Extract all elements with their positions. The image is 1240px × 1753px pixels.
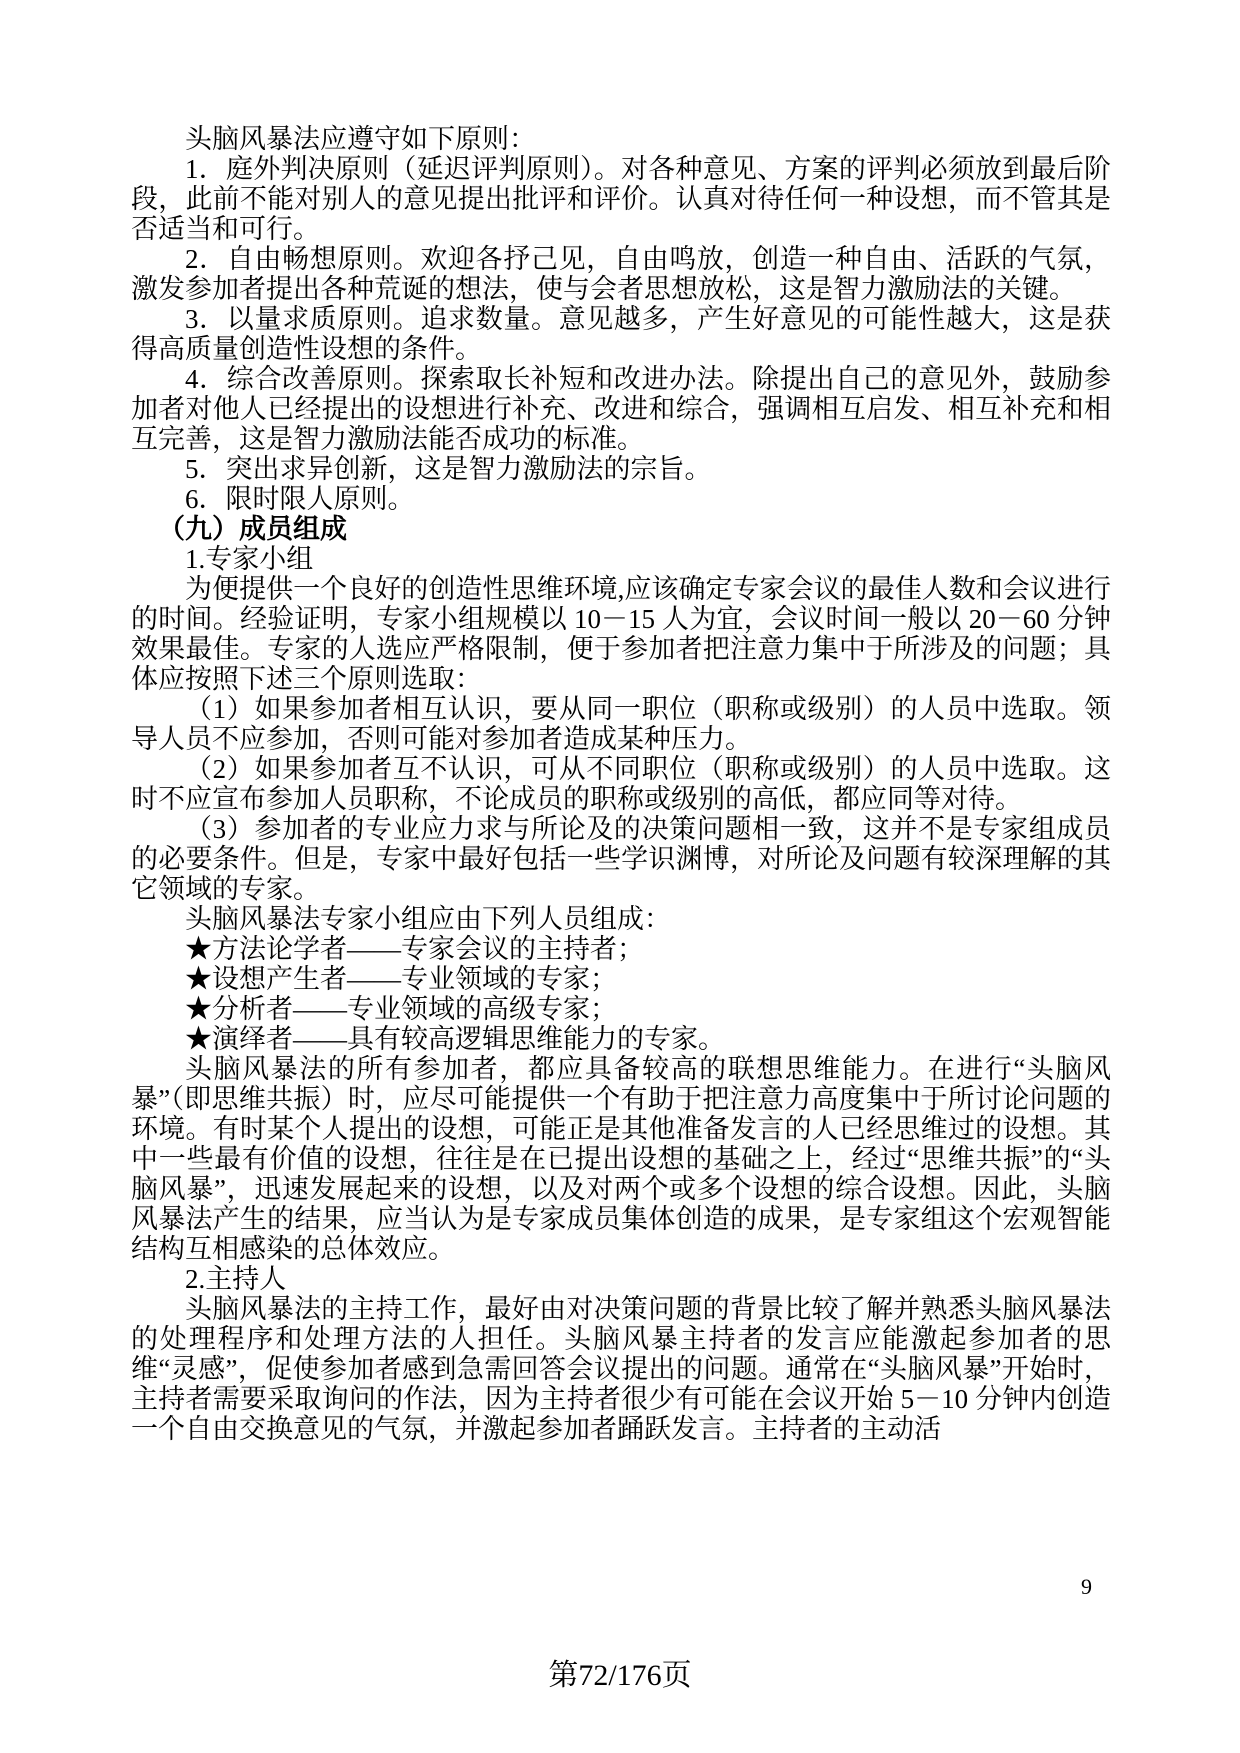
paragraph: 1．庭外判决原则（延迟评判原则）。对各种意见、方案的评判必须放到最后阶段，此前不能对别人的意见提出批评和评价。认真对待任何一种设想，而不管其是否适当和可行。 — [131, 154, 1111, 244]
paragraph: 6．限时限人原则。 — [185, 484, 415, 514]
paragraph: 5．突出求异创新，这是智力激励法的宗旨。 — [185, 454, 712, 484]
paragraph: ★方法论学者——专家会议的主持者； — [185, 934, 644, 964]
paragraph: 头脑风暴法的所有参加者，都应具备较高的联想思维能力。在进行“头脑风暴”（即思维共振）时，应尽可能提供一个有助于把注意力高度集中于所讨论问题的环境。有时某个人提出的设想，可能正是其他准备发言的人已经思维过的设想。其中一些最有价值的设想，往往是在已提出设想的基础之上，经过“思维共振”的“头脑风暴”，迅速发展起来的设想，以及对两个或多个设想的综合设想。因此，头脑风暴法产生的结果，应当认为是专家成员集体创造的成果，是专家组这个宏观智能结构互相感染的总体效应。 — [131, 1054, 1111, 1264]
paragraph: （2）如果参加者互不认识，可从不同职位（职称或级别）的人员中选取。这时不应宣布参加人员职称，不论成员的职称或级别的高低，都应同等对待。 — [131, 754, 1111, 814]
paragraph: 1.专家小组 — [185, 544, 314, 574]
paragraph: ★设想产生者——专业领域的专家； — [185, 964, 617, 994]
paragraph: ★分析者——专业领域的高级专家； — [185, 994, 617, 1024]
paragraph: 头脑风暴法应遵守如下原则： — [185, 124, 536, 154]
document-content — [131, 124, 1111, 1444]
paragraph: 头脑风暴法专家小组应由下列人员组成： — [185, 904, 671, 934]
paragraph: （3）参加者的专业应力求与所论及的决策问题相一致，这并不是专家组成员的必要条件。但是，专家中最好包括一些学识渊博，对所论及问题有较深理解的其它领域的专家。 — [131, 814, 1111, 904]
paragraph: 4．综合改善原则。探索取长补短和改进办法。除提出自己的意见外，鼓励参加者对他人已经提出的设想进行补充、改进和综合，强调相互启发、相互补充和相互完善，这是智力激励法能否成功的标准。 — [131, 364, 1111, 454]
page-number: 9 — [1081, 1574, 1092, 1599]
paragraph: 头脑风暴法的主持工作，最好由对决策问题的背景比较了解并熟悉头脑风暴法的处理程序和处理方法的人担任。头脑风暴主持者的发言应能激起参加者的思维“灵感”，促使参加者感到急需回答会议提出的问题。通常在“头脑风暴”开始时，主持者需要采取询问的作法，因为主持者很少有可能在会议开始 5－10 分钟内创造一个自由交换意见的气氛，并激起参加者踊跃发言。主持者的主动活 — [131, 1294, 1111, 1444]
paragraph: 2.主持人 — [185, 1264, 287, 1294]
paragraph: （1）如果参加者相互认识，要从同一职位（职称或级别）的人员中选取。领导人员不应参加，否则可能对参加者造成某种压力。 — [131, 694, 1111, 754]
page-footer-label: 第72/176页 — [548, 1659, 692, 1692]
paragraph: 为便提供一个良好的创造性思维环境,应该确定专家会议的最佳人数和会议进行的时间。经验证明，专家小组规模以 10－15 人为宜，会议时间一般以 20－60 分钟效果最佳。专家的人选应严格限制，便于参加者把注意力集中于所涉及的问题；具体应按照下述三个原则选取： — [131, 574, 1111, 694]
section-heading: （九）成员组成 — [158, 514, 347, 544]
paragraph: 3．以量求质原则。追求数量。意见越多，产生好意见的可能性越大，这是获得高质量创造性设想的条件。 — [131, 304, 1111, 364]
paragraph: 2．自由畅想原则。欢迎各抒己见，自由鸣放，创造一种自由、活跃的气氛，激发参加者提出各种荒诞的想法，使与会者思想放松，这是智力激励法的关键。 — [131, 244, 1111, 304]
paragraph: ★演绎者——具有较高逻辑思维能力的专家。 — [185, 1024, 725, 1054]
